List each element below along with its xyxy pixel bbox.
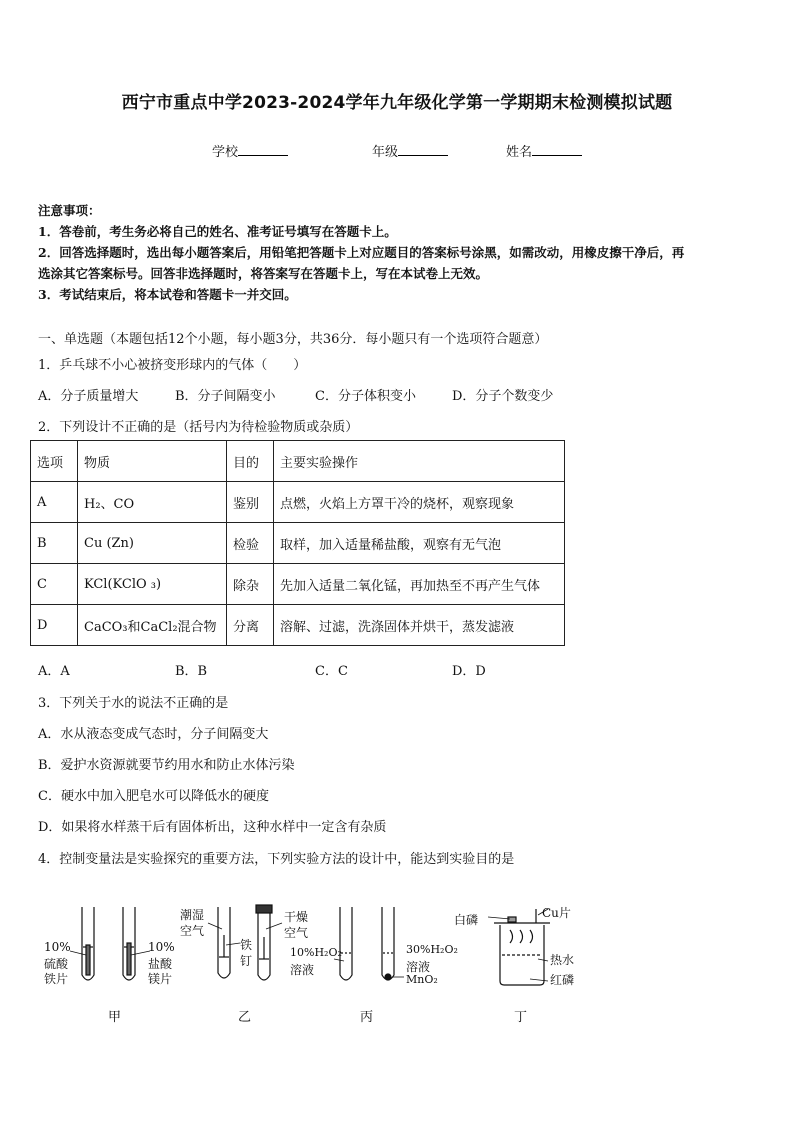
test-tube-icon [382, 907, 394, 980]
label-nail: 钉 [240, 954, 253, 968]
q2-table [30, 440, 565, 646]
table-cell: 分离 [227, 605, 274, 646]
label-red-phosphorus: 红磷 [550, 973, 575, 987]
q2-option-a: A．A [38, 664, 70, 679]
caption-bing: 丙 [360, 1010, 374, 1025]
label-magnesium-sheet: 镁片 [148, 972, 173, 986]
page-title: 西宁市重点中学2023-2024学年九年级化学第一学期期末检测模拟试题 [121, 93, 673, 113]
table-cell: 取样，加入适量稀盐酸，观察有无气泡 [274, 523, 565, 564]
q2-option-d: D．D [452, 664, 486, 679]
q3-option-c: C．硬水中加入肥皂水可以降低水的硬度 [38, 789, 269, 804]
q1-option-a: A．分子质量增大 [38, 389, 139, 404]
table-cell: 除杂 [227, 564, 274, 605]
q1-stem: 1．乒乓球不小心被挤变形球内的气体（ ） [38, 358, 307, 373]
label-dry: 干燥 [284, 910, 309, 924]
name-field: 姓名 [506, 141, 582, 160]
table-cell: 溶解、过滤，洗涤固体并烘干，蒸发滤液 [274, 605, 565, 646]
school-field: 学校 [212, 141, 288, 160]
table-row [31, 482, 565, 523]
table-header-row [31, 441, 565, 482]
notes-heading: 注意事项： [38, 203, 101, 218]
table-cell: CaCO₃和CaCl₂混合物 [78, 605, 227, 646]
q2-option-b: B．B [175, 664, 208, 679]
note-1: 1．答卷前，考生务必将自己的姓名、准考证号填写在答题卡上。 [38, 224, 397, 239]
table-cell: 检验 [227, 523, 274, 564]
table-cell: A [31, 482, 78, 523]
table-row [31, 605, 565, 646]
label-10pct: 10% [44, 940, 71, 954]
grade-field: 年级 [372, 141, 448, 160]
label-air: 空气 [180, 924, 205, 938]
table-cell: 点燃，火焰上方罩干冷的烧杯，观察现象 [274, 482, 565, 523]
label-10pct: 10% [148, 940, 175, 954]
label-iron: 铁 [240, 938, 253, 952]
test-tube-icon [340, 907, 352, 980]
table-row [31, 523, 565, 564]
label-h2o2-10: 10%H₂O₂ [290, 946, 342, 959]
label-iron-sheet: 铁片 [44, 972, 69, 986]
q1-option-c: C．分子体积变小 [315, 389, 416, 404]
table-cell: KCl(KClO ₃) [78, 564, 227, 605]
header-cell: 选项 [31, 441, 78, 482]
table-cell: 先加入适量二氧化锰，再加热至不再产生气体 [274, 564, 565, 605]
label-mno2: MnO₂ [406, 973, 438, 986]
table-cell: Cu (Zn) [78, 523, 227, 564]
q2-option-c: C．C [315, 664, 348, 679]
label-sulfuric-acid: 硫酸 [44, 957, 69, 971]
q3-stem: 3．下列关于水的说法不正确的是 [38, 696, 229, 711]
note-2-cont: 选涂其它答案标号。回答非选择题时，将答案写在答题卡上，写在本试卷上无效。 [38, 266, 489, 281]
label-hydrochloric-acid: 盐酸 [148, 957, 173, 971]
q1-option-d: D．分子个数变少 [452, 389, 554, 404]
table-cell: B [31, 523, 78, 564]
caption-jia: 甲 [108, 1010, 122, 1025]
q3-option-d: D．如果将水样蒸干后有固体析出，这种水样中一定含有杂质 [38, 820, 387, 835]
section-heading: 一、单选题（本题包括12个小题，每小题3分，共36分．每小题只有一个选项符合题意） [38, 332, 548, 347]
test-tube-icon [256, 905, 272, 980]
q3-option-a: A．水从液态变成气态时，分子间隔变大 [38, 727, 269, 742]
test-tube-icon [123, 907, 135, 980]
test-tube-icon [82, 907, 94, 980]
table-cell: C [31, 564, 78, 605]
q4-stem: 4．控制变量法是实验探究的重要方法，下列实验方法的设计中，能达到实验目的是 [38, 852, 515, 867]
table-row [31, 564, 565, 605]
label-air: 空气 [284, 926, 309, 940]
header-cell: 主要实验操作 [274, 441, 565, 482]
q3-option-b: B．爱护水资源就要节约用水和防止水体污染 [38, 758, 295, 773]
test-tube-icon [218, 907, 230, 978]
table-cell: D [31, 605, 78, 646]
q1-option-b: B．分子间隔变小 [175, 389, 276, 404]
label-cu-sheet: Cu片 [542, 906, 571, 920]
label-hot-water: 热水 [550, 953, 575, 967]
header-cell: 物质 [78, 441, 227, 482]
table-cell: 鉴别 [227, 482, 274, 523]
note-2: 2．回答选择题时，选出每小题答案后，用铅笔把答题卡上对应题目的答案标号涂黑，如需改动，用橡皮擦干净后，再 [38, 245, 685, 260]
label-h2o2-30: 30%H₂O₂ [406, 943, 458, 956]
caption-yi: 乙 [238, 1010, 252, 1025]
q2-stem: 2．下列设计不正确的是（括号内为待检验物质或杂质） [38, 420, 359, 435]
label-solution: 溶液 [406, 960, 431, 974]
note-3: 3．考试结束后，将本试卷和答题卡一并交回。 [38, 287, 297, 302]
label-white-phosphorus: 白磷 [454, 913, 479, 927]
header-cell: 目的 [227, 441, 274, 482]
caption-ding: 丁 [514, 1010, 528, 1025]
label-humid: 潮湿 [180, 908, 205, 922]
table-cell: H₂、CO [78, 482, 227, 523]
label-solution: 溶液 [290, 963, 315, 977]
